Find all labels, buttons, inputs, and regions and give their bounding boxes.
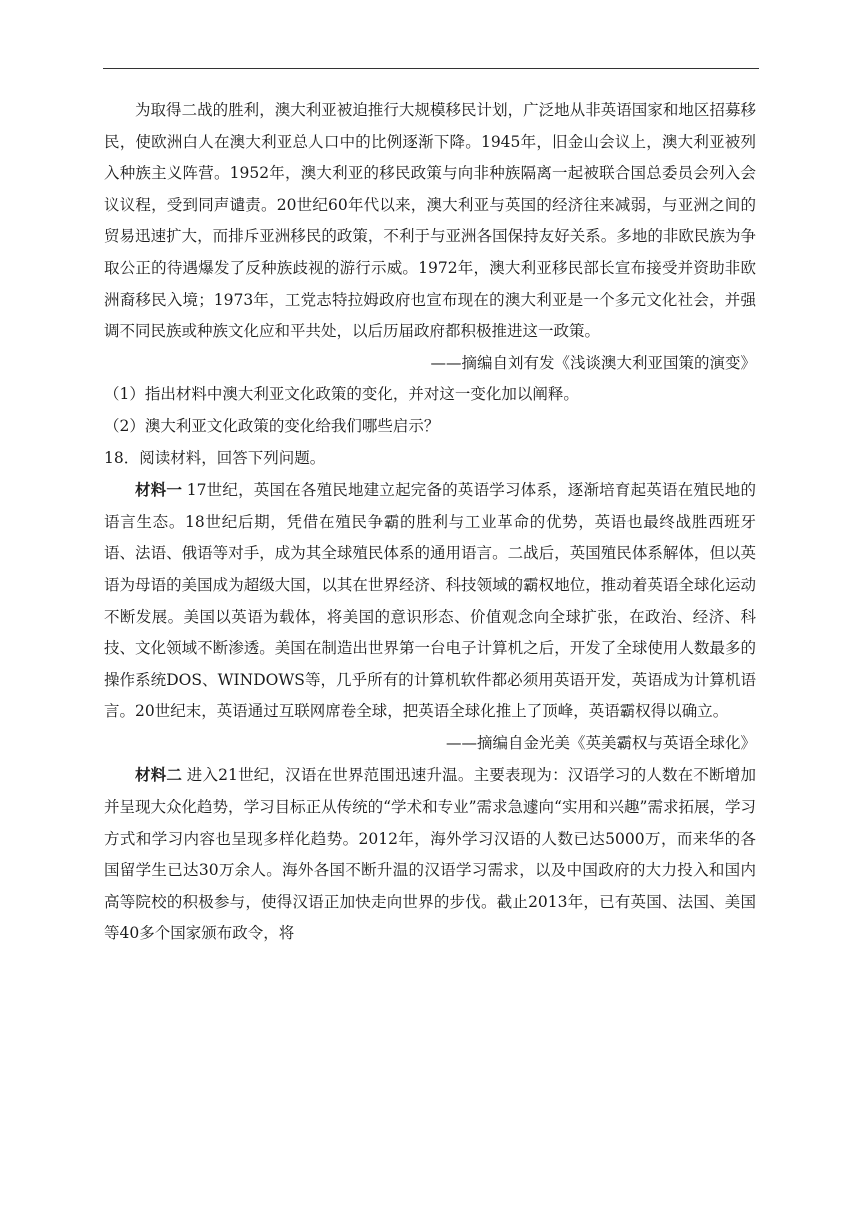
question-18-heading: 18．阅读材料，回答下列问题。 [104,448,326,467]
material-paragraph: 为取得二战的胜利，澳大利亚被迫推行大规模移民计划，广泛地从非英语国家和地区招募移民，使欧洲白人在澳大利亚总人口中的比例逐渐下降。1945年，旧金山会议上，澳大利亚被列入种族主义阵营。1952年，澳大利亚的移民政策与向非种族隔离一起被联合国总委员会列入会议议程，受到同声谴责。20世纪60年代以来，澳大利亚与英国的经济往来减弱，与亚洲之间的贸易迅速扩大，而排斥亚洲移民的政策，不利于与亚洲各国保持友好关系。多地的非欧民族为争取公正的待遇爆发了反种族歧视的游行示威。1972年，澳大利亚移民部长宣布接受并资助非欧洲裔移民入境；1973年，工党志特拉姆政府也宣布现在的澳大利亚是一个多元文化社会，并强调不同民族或种族文化应和平共处，以后历届政府都积极推进这一政策。 [104,101,756,341]
material-one-source: ——摘编自金光美《英美霸权与英语全球化》 [445,733,756,752]
question-2: （2）澳大利亚文化政策的变化给我们哪些启示？ [104,416,440,435]
material-two-text: 进入21世纪，汉语在世界范围迅速升温。主要表现为：汉语学习的人数在不断增加并呈现大众化趋势，学习目标正从传统的“学术和专业”需求急遽向“实用和兴趣”需求拓展，学习方式和学习内容也呈现多样化趋势。2012年，海外学习汉语的人数已达5000万，而来华的各国留学生已达30万余人。海外各国不断升温的汉语学习需求，以及中国政府的大力投入和国内高等院校的积极参与，使得汉语正加快走向世界的步伐。截止2013年，已有英国、法国、美国等40多个国家颁布政令，将 [104,766,756,943]
material-one-label: 材料一 [135,480,183,500]
material-two-label: 材料二 [135,765,183,785]
header-rule [103,68,759,69]
material-two-paragraph [104,759,756,950]
question-1: （1）指出材料中澳大利亚文化政策的变化，并对这一变化加以阐释。 [104,385,579,404]
document-body [104,95,756,950]
material-one-text: 17世纪，英国在各殖民地建立起完备的英语学习体系，逐渐培育起英语在殖民地的语言生态。18世纪后期，凭借在殖民争霸的胜利与工业革命的优势，英语也最终战胜西班牙语、法语、俄语等对手，成为其全球殖民体系的通用语言。二战后，英国殖民体系解体，但以英语为母语的美国成为超级大国，以其在世界经济、科技领域的霸权地位，推动着英语全球化运动不断发展。美国以英语为载体，将美国的意识形态、价值观念向全球扩张，在政治、经济、科技、文化领域不断渗透。美国在制造出世界第一台电子计算机之后，开发了全球使用人数最多的操作系统DOS、WINDOWS等，几乎所有的计算机软件都必须用英语开发，英语成为计算机语言。20世纪末，英语通过互联网席卷全球，把英语全球化推上了顶峰，英语霸权得以确立。 [104,481,756,721]
material-one-paragraph [104,474,756,728]
source-citation: ——摘编自刘有发《浅谈澳大利亚国策的演变》 [430,353,756,372]
